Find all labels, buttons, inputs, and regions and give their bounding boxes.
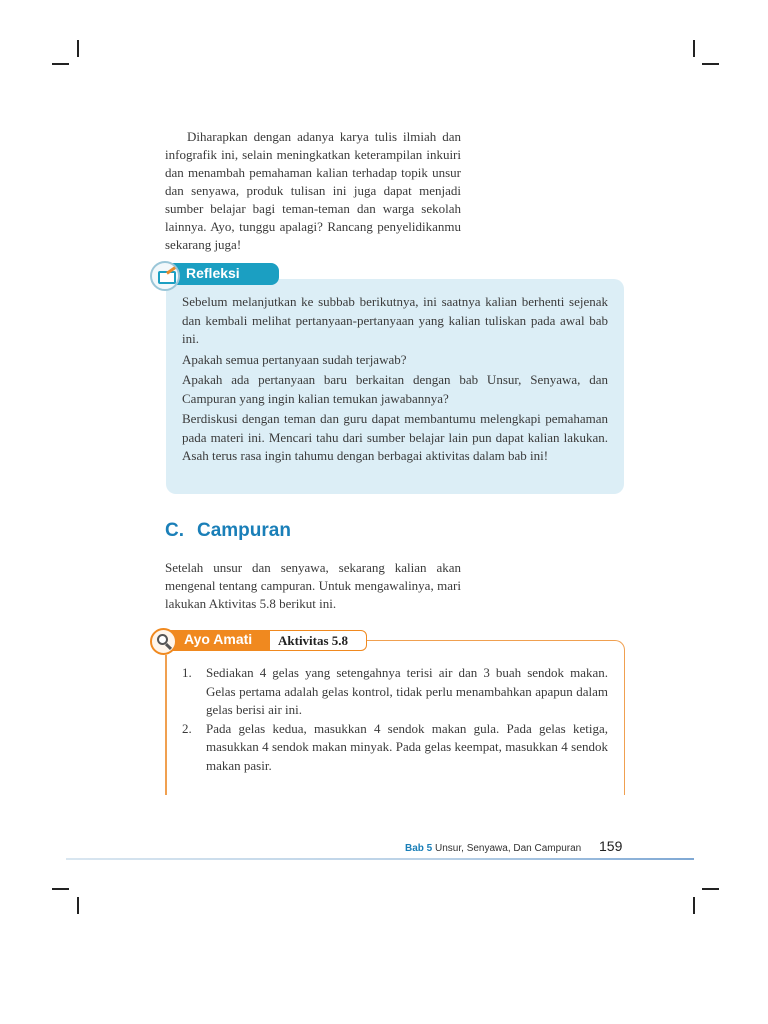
list-text: Pada gelas kedua, masukkan 4 sendok makan gula. Pada gelas ketiga, masukkan 4 sendok makan minyak. Pada gelas keempat, masukkan 4 sendok makan pasir. (206, 720, 608, 773)
list-text: Sediakan 4 gelas yang setengahnya terisi air dan 3 buah sendok makan. Gelas pertama adalah gelas kontrol, tidak perlu menambahkan apapun dalam gelas berisi air ini. (206, 665, 608, 717)
list-number: 1. (182, 665, 192, 680)
footer-rule (66, 858, 694, 860)
refleksi-paragraph: Apakah ada pertanyaan baru berkaitan dengan bab Unsur, Senyawa, dan Campuran yang ingin kalian temukan jawabannya? (182, 372, 608, 406)
crop-mark (702, 63, 719, 65)
crop-mark (52, 63, 69, 65)
crop-mark (77, 897, 79, 914)
refleksi-title: Refleksi (186, 265, 240, 281)
ayo-amati-tab (162, 630, 270, 651)
crop-mark (702, 888, 719, 890)
crop-mark (693, 40, 695, 57)
section-title: Campuran (197, 520, 291, 541)
activity-label-box (270, 630, 367, 651)
activity-label: Aktivitas 5.8 (278, 633, 349, 648)
page-number: 159 (599, 838, 623, 854)
refleksi-paragraph: Apakah semua pertanyaan sudah terjawab? (182, 351, 407, 367)
section-paragraph (165, 559, 461, 613)
section-text: Setelah unsur dan senyawa, sekarang kalian akan mengenal tentang campuran. Untuk mengawalinya, mari lakukan Aktivitas 5.8 berikut ini. (165, 560, 461, 611)
intro-text: Diharapkan dengan adanya karya tulis ilmiah dan infografik ini, selain meningkatkan keterampilan inkuiri dan menambah pemahaman kalian terhadap topik unsur dan senyawa, produk tulisan ini juga dapat menjadi sumber belajar bagi teman-teman dan warga sekolah lainnya. Ayo, tunggu apalagi? Rancang penyelidikanmu sekarang juga! (165, 129, 461, 252)
list-number: 2. (182, 720, 192, 736)
footer-chapter-title: Unsur, Senyawa, Dan Campuran (435, 843, 582, 854)
reflection-icon (150, 261, 180, 291)
footer-chapter (405, 843, 581, 854)
ayo-amati-label: Ayo Amati (184, 631, 253, 647)
activity-box-border (165, 655, 167, 795)
magnifier-icon (150, 628, 177, 655)
refleksi-content (182, 293, 608, 466)
activity-list (182, 664, 608, 775)
section-heading (165, 520, 291, 542)
crop-mark (693, 897, 695, 914)
crop-mark (77, 40, 79, 57)
refleksi-paragraph: Berdiskusi dengan teman dan guru dapat membantumu melengkapi pemahaman pada materi ini. Mencari tahu dari sumber belajar lain pun dapat kalian lakukan. Asah terus rasa ingin tahumu dengan berbagai aktivitas dalam bab ini! (182, 411, 608, 463)
list-item (182, 664, 608, 720)
footer-bab: Bab 5 (405, 843, 433, 854)
intro-paragraph (165, 128, 461, 254)
refleksi-paragraph: Sebelum melanjutkan ke subbab berikutnya, ini saatnya kalian berhenti sejenak dan kembali melihat pertanyaan-pertanyaan yang kalian tuliskan pada awal bab ini. (182, 294, 608, 346)
section-number: C. (165, 520, 184, 541)
crop-mark (52, 888, 69, 890)
list-item (182, 720, 608, 776)
